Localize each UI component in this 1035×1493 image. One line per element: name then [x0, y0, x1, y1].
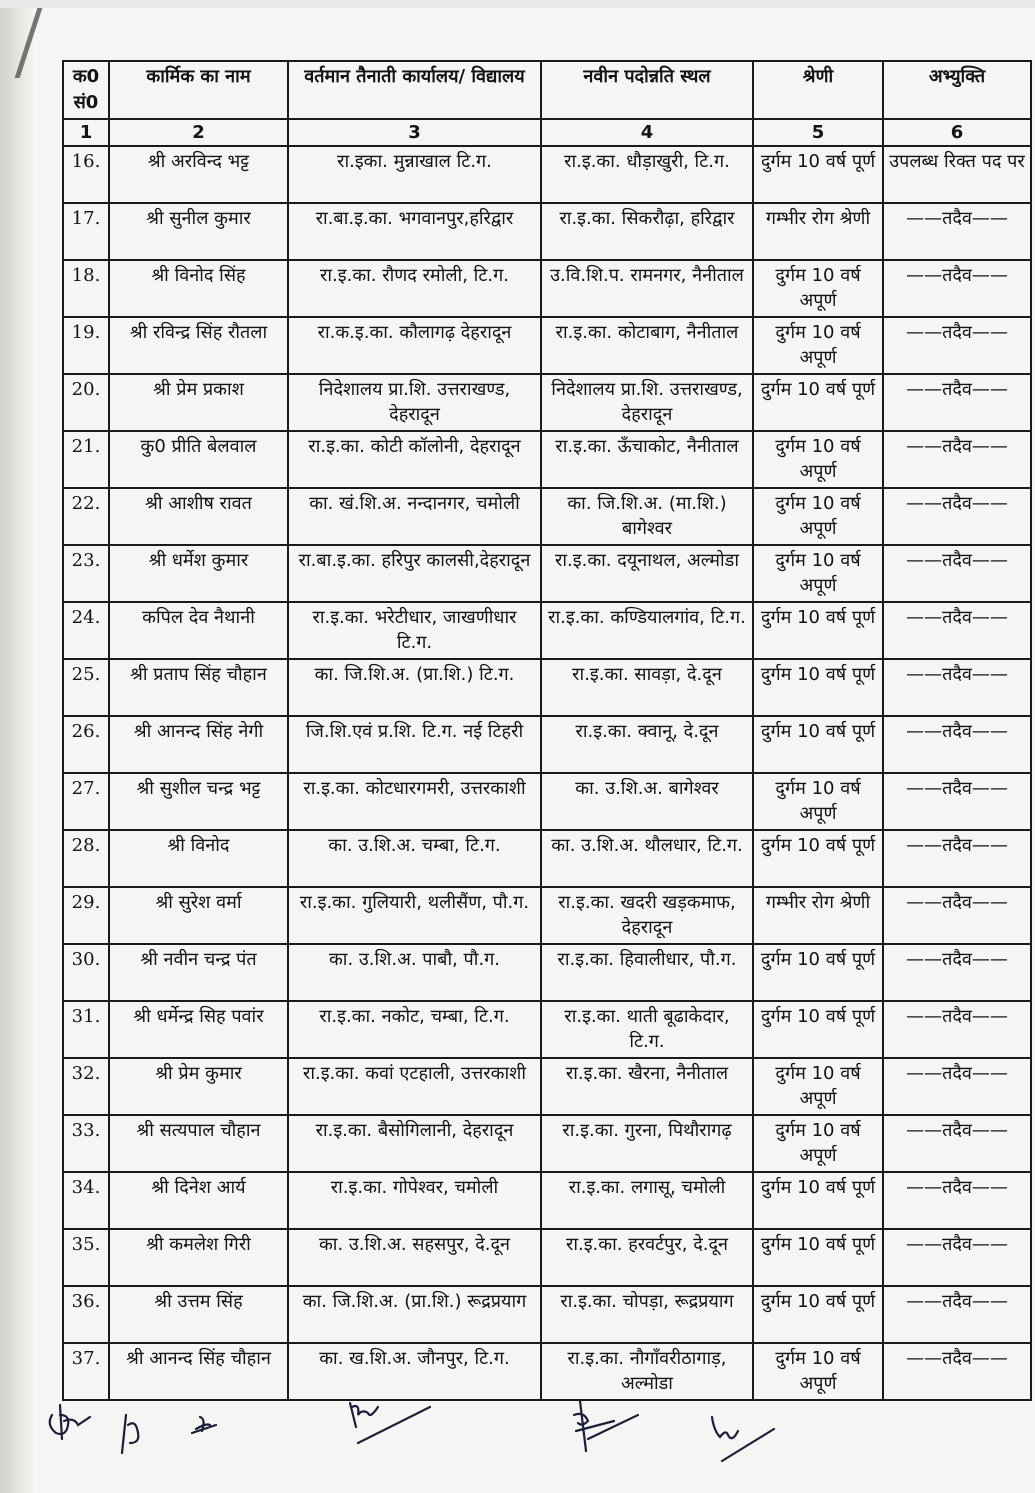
new-posting-cell: रा.इ.का. क्वानू, दे.दून — [541, 716, 753, 773]
column-number-row — [63, 119, 1031, 146]
remark-cell: उपलब्ध रिक्त पद पर — [883, 146, 1031, 203]
current-posting-cell: रा.इ.का. रौणद रमोली, टि.ग. — [288, 260, 541, 317]
remark-cell: ——तदैव—— — [883, 545, 1031, 602]
category-cell: दुर्गम 10 वर्ष अपूर्ण — [753, 260, 883, 317]
header-remarks: अभ्युक्ति — [883, 61, 1031, 119]
current-posting-cell: रा.इ.का. कवां एटहाली, उत्तरकाशी — [288, 1058, 541, 1115]
current-posting-cell: का. ख.शि.अ. जौनपुर, टि.ग. — [288, 1343, 541, 1400]
serial-no-cell: 27. — [63, 773, 109, 830]
table-row — [63, 374, 1031, 431]
new-posting-cell: निदेशालय प्रा.शि. उत्तराखण्ड, देहरादून — [541, 374, 753, 431]
current-posting-cell: का. उ.शि.अ. चम्बा, टि.ग. — [288, 830, 541, 887]
table-row — [63, 1229, 1031, 1286]
new-posting-cell: रा.इ.का. गुरना, पिथौरागढ़ — [541, 1115, 753, 1172]
remark-cell: ——तदैव—— — [883, 716, 1031, 773]
serial-no-cell: 22. — [63, 488, 109, 545]
remark-cell: ——तदैव—— — [883, 374, 1031, 431]
employee-name-cell: श्री विनोद सिंह — [109, 260, 288, 317]
new-posting-cell: रा.इ.का. हिवालीधार, पौ.ग. — [541, 944, 753, 1001]
category-cell: दुर्गम 10 वर्ष पूर्ण — [753, 1286, 883, 1343]
employee-name-cell: श्री कमलेश गिरी — [109, 1229, 288, 1286]
employee-name-cell: श्री नवीन चन्द्र पंत — [109, 944, 288, 1001]
employee-name-cell: श्री धर्मेन्द्र सिह पवांर — [109, 1001, 288, 1058]
current-posting-cell: का. उ.शि.अ. सहसपुर, दे.दून — [288, 1229, 541, 1286]
employee-name-cell: श्री आशीष रावत — [109, 488, 288, 545]
new-posting-cell: का. जि.शि.अ. (मा.शि.) बागेश्वर — [541, 488, 753, 545]
serial-no-cell: 34. — [63, 1172, 109, 1229]
table-row — [63, 830, 1031, 887]
table-row — [63, 659, 1031, 716]
category-cell: दुर्गम 10 वर्ष पूर्ण — [753, 146, 883, 203]
top-margin — [0, 0, 1035, 8]
table-row — [63, 146, 1031, 203]
table-row — [63, 716, 1031, 773]
category-cell: दुर्गम 10 वर्ष पूर्ण — [753, 374, 883, 431]
category-cell: दुर्गम 10 वर्ष अपूर्ण — [753, 545, 883, 602]
category-cell: दुर्गम 10 वर्ष अपूर्ण — [753, 488, 883, 545]
page-edge-shadow — [0, 8, 34, 1493]
remark-cell: ——तदैव—— — [883, 659, 1031, 716]
serial-no-cell: 25. — [63, 659, 109, 716]
header-employee-name: कार्मिक का नाम — [109, 61, 288, 119]
table-row — [63, 602, 1031, 659]
new-posting-cell: रा.इ.का. दयूनाथल, अल्मोडा — [541, 545, 753, 602]
remark-cell: ——तदैव—— — [883, 317, 1031, 374]
signature-4 — [350, 1403, 430, 1443]
current-posting-cell: रा.बा.इ.का. भगवानपुर,हरिद्वार — [288, 203, 541, 260]
remark-cell: ——तदैव—— — [883, 1229, 1031, 1286]
remark-cell: ——तदैव—— — [883, 203, 1031, 260]
table-row — [63, 317, 1031, 374]
category-cell: दुर्गम 10 वर्ष पूर्ण — [753, 1229, 883, 1286]
category-cell: दुर्गम 10 वर्ष पूर्ण — [753, 1172, 883, 1229]
column-number: 1 — [63, 119, 109, 146]
category-cell: दुर्गम 10 वर्ष अपूर्ण — [753, 431, 883, 488]
remark-cell: ——तदैव—— — [883, 1058, 1031, 1115]
header-row — [63, 61, 1031, 119]
serial-no-cell: 19. — [63, 317, 109, 374]
new-posting-cell: रा.इ.का. लगासू, चमोली — [541, 1172, 753, 1229]
column-number: 5 — [753, 119, 883, 146]
table-row — [63, 260, 1031, 317]
current-posting-cell: रा.इ.का. कोटी कॉलोनी, देहरादून — [288, 431, 541, 488]
column-number: 2 — [109, 119, 288, 146]
current-posting-cell: रा.इ.का. नकोट, चम्बा, टि.ग. — [288, 1001, 541, 1058]
employee-name-cell: कपिल देव नैथानी — [109, 602, 288, 659]
header-current-posting: वर्तमान तैनाती कार्यालय/ विद्यालय — [288, 61, 541, 119]
remark-cell: ——तदैव—— — [883, 602, 1031, 659]
employee-name-cell: श्री विनोद — [109, 830, 288, 887]
promotion-list-table — [62, 60, 1032, 1401]
new-posting-cell: रा.इ.का. कण्डियालगांव, टि.ग. — [541, 602, 753, 659]
category-cell: दुर्गम 10 वर्ष पूर्ण — [753, 716, 883, 773]
serial-no-cell: 23. — [63, 545, 109, 602]
table-row — [63, 1286, 1031, 1343]
table-row — [63, 773, 1031, 830]
employee-name-cell: श्री सुशील चन्द्र भट्ट — [109, 773, 288, 830]
employee-name-cell: श्री प्रेम कुमार — [109, 1058, 288, 1115]
new-posting-cell: रा.इ.का. हरवर्टपुर, दे.दून — [541, 1229, 753, 1286]
table-row — [63, 1172, 1031, 1229]
serial-no-cell: 36. — [63, 1286, 109, 1343]
table-row — [63, 1001, 1031, 1058]
employee-name-cell: श्री अरविन्द भट्ट — [109, 146, 288, 203]
remark-cell: ——तदैव—— — [883, 488, 1031, 545]
remark-cell: ——तदैव—— — [883, 944, 1031, 1001]
category-cell: दुर्गम 10 वर्ष अपूर्ण — [753, 1058, 883, 1115]
column-number: 3 — [288, 119, 541, 146]
table-row — [63, 488, 1031, 545]
current-posting-cell: का. उ.शि.अ. पाबौ, पौ.ग. — [288, 944, 541, 1001]
current-posting-cell: रा.इका. मुन्नाखाल टि.ग. — [288, 146, 541, 203]
new-posting-cell: का. उ.शि.अ. थौलधार, टि.ग. — [541, 830, 753, 887]
table-row — [63, 1115, 1031, 1172]
remark-cell: ——तदैव—— — [883, 773, 1031, 830]
new-posting-cell: उ.वि.शि.प. रामनगर, नैनीताल — [541, 260, 753, 317]
new-posting-cell: रा.इ.का. कोटाबाग, नैनीताल — [541, 317, 753, 374]
remark-cell: ——तदैव—— — [883, 260, 1031, 317]
category-cell: दुर्गम 10 वर्ष पूर्ण — [753, 602, 883, 659]
new-posting-cell: रा.इ.का. नौगाँवरीठागाड़, अल्मोडा — [541, 1343, 753, 1400]
employee-name-cell: श्री प्रेम प्रकाश — [109, 374, 288, 431]
employee-name-cell: श्री सुनील कुमार — [109, 203, 288, 260]
category-cell: दुर्गम 10 वर्ष अपूर्ण — [753, 773, 883, 830]
remark-cell: ——तदैव—— — [883, 431, 1031, 488]
remark-cell: ——तदैव—— — [883, 1286, 1031, 1343]
remark-cell: ——तदैव—— — [883, 1001, 1031, 1058]
remark-cell: ——तदैव—— — [883, 830, 1031, 887]
category-cell: दुर्गम 10 वर्ष अपूर्ण — [753, 1115, 883, 1172]
employee-name-cell: श्री सत्यपाल चौहान — [109, 1115, 288, 1172]
serial-no-cell: 26. — [63, 716, 109, 773]
employee-name-cell: श्री धर्मेश कुमार — [109, 545, 288, 602]
employee-name-cell: श्री उत्तम सिंह — [109, 1286, 288, 1343]
remark-cell: ——तदैव—— — [883, 1343, 1031, 1400]
current-posting-cell: रा.बा.इ.का. हरिपुर कालसी,देहरादून — [288, 545, 541, 602]
serial-no-cell: 31. — [63, 1001, 109, 1058]
column-number: 4 — [541, 119, 753, 146]
header-serial-no: क0 सं0 — [63, 61, 109, 119]
new-posting-cell: रा.इ.का. थाती बूढाकेदार, टि.ग. — [541, 1001, 753, 1058]
employee-name-cell: श्री दिनेश आर्य — [109, 1172, 288, 1229]
new-posting-cell: रा.इ.का. ऊँचाकोट, नैनीताल — [541, 431, 753, 488]
current-posting-cell: जि.शि.एवं प्र.शि. टि.ग. नई टिहरी — [288, 716, 541, 773]
table-body — [63, 146, 1031, 1400]
employee-name-cell: श्री आनन्द सिंह चौहान — [109, 1343, 288, 1400]
category-cell: गम्भीर रोग श्रेणी — [753, 203, 883, 260]
signature-2 — [122, 1415, 138, 1453]
category-cell: दुर्गम 10 वर्ष पूर्ण — [753, 944, 883, 1001]
current-posting-cell: का. जि.शि.अ. (प्रा.शि.) टि.ग. — [288, 659, 541, 716]
signature-5 — [574, 1401, 638, 1451]
new-posting-cell: रा.इ.का. सावड़ा, दे.दून — [541, 659, 753, 716]
header-category: श्रेणी — [753, 61, 883, 119]
serial-no-cell: 32. — [63, 1058, 109, 1115]
serial-no-cell: 30. — [63, 944, 109, 1001]
signatures — [40, 1395, 1000, 1485]
new-posting-cell: रा.इ.का. चोपड़ा, रूद्रप्रयाग — [541, 1286, 753, 1343]
remark-cell: ——तदैव—— — [883, 1115, 1031, 1172]
current-posting-cell: का. खं.शि.अ. नन्दानगर, चमोली — [288, 488, 541, 545]
current-posting-cell: रा.इ.का. गुलियारी, थलीसैंण, पौ.ग. — [288, 887, 541, 944]
header-new-promotion-place: नवीन पदोन्नति स्थल — [541, 61, 753, 119]
employee-name-cell: कु0 प्रीति बेलवाल — [109, 431, 288, 488]
new-posting-cell: का. उ.शि.अ. बागेश्वर — [541, 773, 753, 830]
category-cell: दुर्गम 10 वर्ष अपूर्ण — [753, 317, 883, 374]
employee-name-cell: श्री आनन्द सिंह नेगी — [109, 716, 288, 773]
serial-no-cell: 33. — [63, 1115, 109, 1172]
remark-cell: ——तदैव—— — [883, 1172, 1031, 1229]
table-row — [63, 431, 1031, 488]
new-posting-cell: रा.इ.का. धौड़ाखुरी, टि.ग. — [541, 146, 753, 203]
serial-no-cell: 17. — [63, 203, 109, 260]
employee-name-cell: श्री रविन्द्र सिंह रौतला — [109, 317, 288, 374]
signature-3 — [192, 1417, 216, 1433]
category-cell: दुर्गम 10 वर्ष पूर्ण — [753, 1001, 883, 1058]
serial-no-cell: 28. — [63, 830, 109, 887]
signature-6 — [712, 1417, 774, 1461]
serial-no-cell: 18. — [63, 260, 109, 317]
new-posting-cell: रा.इ.का. खैरना, नैनीताल — [541, 1058, 753, 1115]
employee-name-cell: श्री प्रताप सिंह चौहान — [109, 659, 288, 716]
serial-no-cell: 29. — [63, 887, 109, 944]
employee-name-cell: श्री सुरेश वर्मा — [109, 887, 288, 944]
table-row — [63, 1343, 1031, 1400]
current-posting-cell: रा.क.इ.का. कौलागढ़ देहरादून — [288, 317, 541, 374]
current-posting-cell: रा.इ.का. गोपेश्वर, चमोली — [288, 1172, 541, 1229]
current-posting-cell: रा.इ.का. कोटधारगमरी, उत्तरकाशी — [288, 773, 541, 830]
serial-no-cell: 16. — [63, 146, 109, 203]
category-cell: दुर्गम 10 वर्ष अपूर्ण — [753, 1343, 883, 1400]
table-row — [63, 887, 1031, 944]
table-row — [63, 1058, 1031, 1115]
table-row — [63, 944, 1031, 1001]
serial-no-cell: 35. — [63, 1229, 109, 1286]
serial-no-cell: 24. — [63, 602, 109, 659]
current-posting-cell: रा.इ.का. भरेटीधार, जाखणीधार टि.ग. — [288, 602, 541, 659]
category-cell: दुर्गम 10 वर्ष पूर्ण — [753, 830, 883, 887]
new-posting-cell: रा.इ.का. खदरी खड़कमाफ, देहरादून — [541, 887, 753, 944]
table-row — [63, 203, 1031, 260]
serial-no-cell: 21. — [63, 431, 109, 488]
serial-no-cell: 37. — [63, 1343, 109, 1400]
remark-cell: ——तदैव—— — [883, 887, 1031, 944]
signature-1 — [50, 1405, 90, 1439]
table-row — [63, 545, 1031, 602]
category-cell: दुर्गम 10 वर्ष पूर्ण — [753, 659, 883, 716]
current-posting-cell: रा.इ.का. बैसोगिलानी, देहरादून — [288, 1115, 541, 1172]
current-posting-cell: का. जि.शि.अ. (प्रा.शि.) रूद्रप्रयाग — [288, 1286, 541, 1343]
column-number: 6 — [883, 119, 1031, 146]
serial-no-cell: 20. — [63, 374, 109, 431]
category-cell: गम्भीर रोग श्रेणी — [753, 887, 883, 944]
current-posting-cell: निदेशालय प्रा.शि. उत्तराखण्ड, देहरादून — [288, 374, 541, 431]
new-posting-cell: रा.इ.का. सिकरौढ़ा, हरिद्वार — [541, 203, 753, 260]
